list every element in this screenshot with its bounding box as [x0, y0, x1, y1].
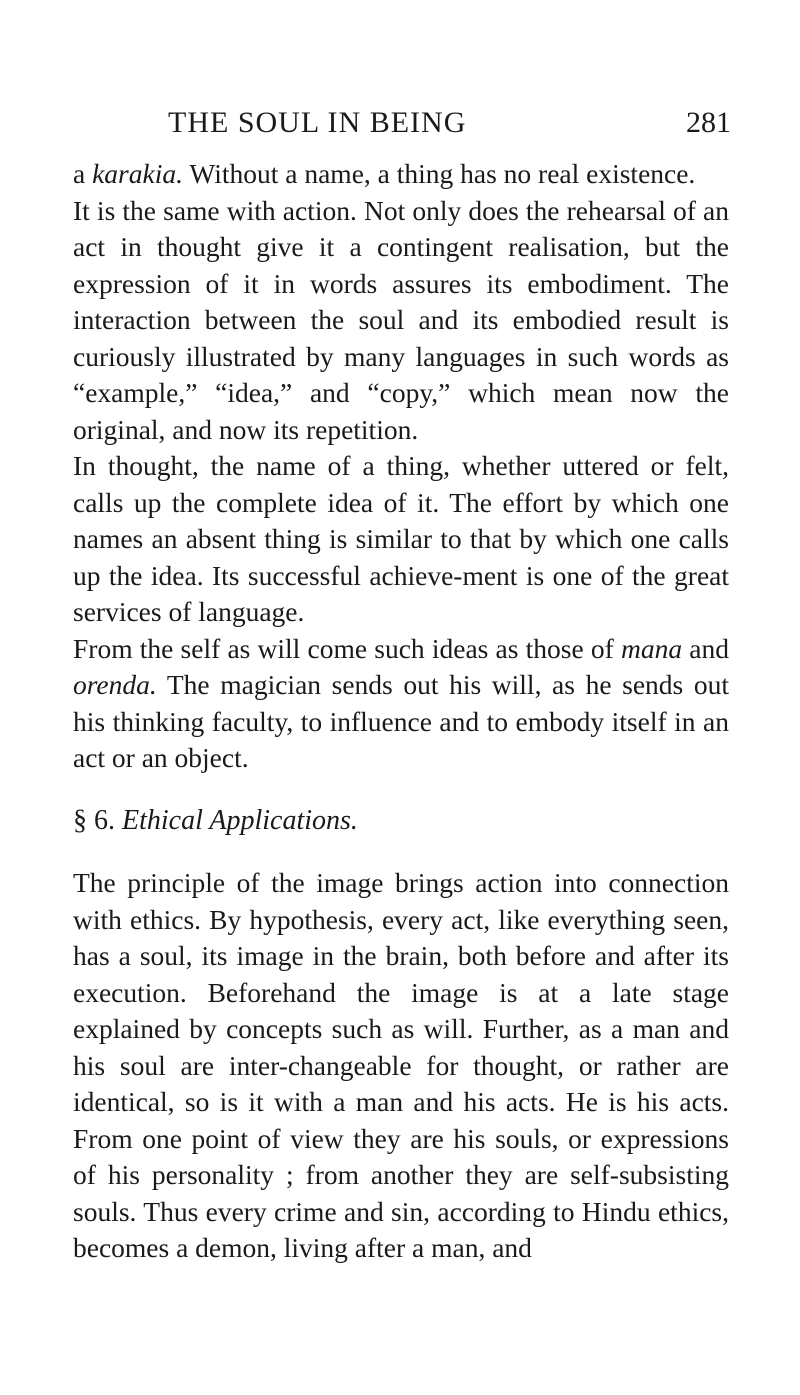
section-title: Ethical Applications.	[122, 804, 358, 836]
text-segment: Without a name, a thing has no real existence.	[182, 158, 696, 189]
text-segment: The principle of the image brings action into connection with ethics. By hypothesis, every act, like everything seen, has a soul, its image in the brain, both before and after its execution. Beforehand the image is at a late stage explained by concepts such as will. Further, as a man and his soul are inter-changeable for thought, or rather are identical, so is it with a man and his acts. He is his acts. From one point of view they are his souls, or expressions of his personality ; from another they are self-subsisting souls. Thus every crime and sin, according to Hindu ethics, becomes a demon, living after a man, and	[73, 867, 729, 1263]
section-number: § 6.	[73, 804, 115, 836]
text-segment: In thought, the name of a thing, whether uttered or felt, calls up the complete idea of it. The effort by which one names an absent thing is similar to that by which one calls up the idea. Its successful achieve-ment is one of the great services of language.	[73, 450, 729, 627]
page-body	[73, 156, 729, 1267]
paragraph	[73, 631, 729, 777]
paragraph	[73, 865, 729, 1267]
italic-term: karakia.	[92, 158, 183, 189]
paragraph	[73, 156, 729, 193]
text-segment: a	[73, 158, 93, 189]
text-segment: It is the same with action. Not only does the rehearsal of an act in thought give it a contingent realisation, but the expression of it in words assures its embodiment. The interaction between the soul and its embodied result is curiously illustrated by many languages in such words as “example,” “idea,” and “copy,” which mean now the original, and now its repetition.	[73, 194, 729, 445]
section-heading	[73, 803, 729, 840]
text-segment: and	[682, 632, 729, 664]
text-segment: From the self as will come such ideas as those of	[73, 632, 621, 664]
paragraph	[73, 193, 729, 449]
paragraph	[73, 448, 729, 631]
page-number: 281	[686, 106, 731, 139]
text-segment: The magician sends out his will, as he sends out his thinking faculty, to influence and to embody itself in an act or an object.	[73, 669, 729, 773]
italic-term: mana	[620, 632, 683, 664]
italic-term: orenda.	[73, 669, 157, 700]
running-head: THE SOUL IN BEING	[168, 106, 467, 139]
